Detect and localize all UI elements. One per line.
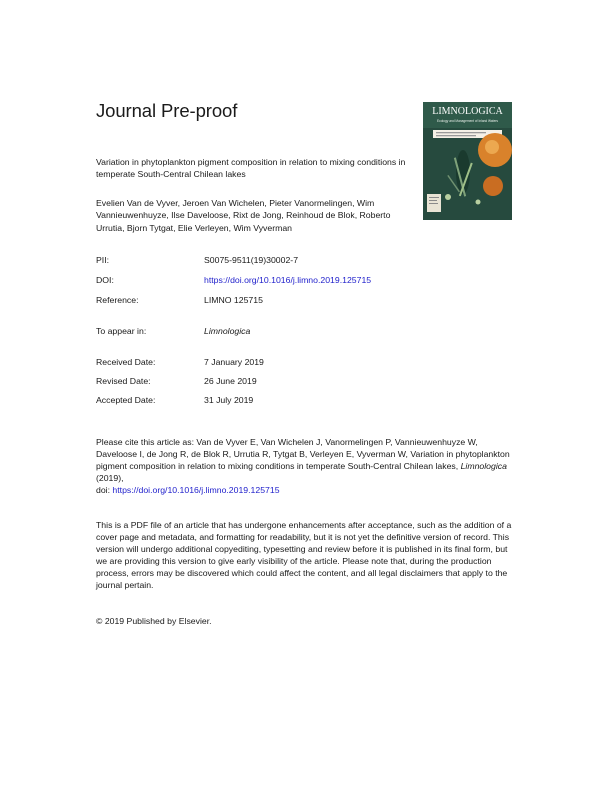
cover-subtitle: Ecology and Management of Inland Waters: [436, 119, 499, 123]
revised-value: 26 June 2019: [204, 376, 257, 386]
citation-text: Please cite this article as: Van de Vyver E, Van Wichelen J, Vanormelingen P, Vannieuwenhuyze W, Daveloose I, de Jong R, de Blok R, Urrutia R, Tytgat B, Verleyen E, Vyverman W, Variation in phytoplankton pigment composition in relation to mixing conditions in temperate South-Central Chilean lakes,: [96, 437, 510, 471]
article-authors: Evelien Van de Vyver, Jeroen Van Wichelen, Pieter Vanormelingen, Wim Vannieuwenhuyze, Ilse Daveloose, Rixt de Jong, Reinhoud de Blok, Roberto Urrutia, Bjorn Tytgat, Elie Verleyen, Wim Vyverman: [96, 198, 391, 233]
citation-paragraph: [96, 437, 516, 497]
copyright-notice: © 2019 Published by Elsevier.: [96, 616, 212, 626]
reference-label: Reference:: [96, 295, 139, 305]
citation-year: (2019),: [96, 472, 124, 483]
citation-doi-link[interactable]: https://doi.org/10.1016/j.limno.2019.125715: [112, 484, 280, 495]
reference-value: LIMNO 125715: [204, 295, 263, 305]
citation-doi-prefix: doi:: [96, 484, 113, 495]
doi-link[interactable]: https://doi.org/10.1016/j.limno.2019.125715: [204, 275, 372, 285]
pii-label: PII:: [96, 255, 110, 265]
revised-label: Revised Date:: [96, 376, 151, 386]
accepted-value: 31 July 2019: [204, 395, 254, 405]
appear-label: To appear in:: [96, 326, 147, 336]
received-value: 7 January 2019: [204, 357, 264, 367]
journal-cover-image: [423, 102, 512, 220]
citation-journal: Limnologica: [460, 460, 507, 471]
appear-value: Limnologica: [204, 326, 251, 336]
doi-label: DOI:: [96, 275, 114, 285]
pii-value: S0075-9511(19)30002-7: [204, 255, 299, 265]
page-title: Journal Pre-proof: [96, 100, 238, 121]
pre-proof-notice: This is a PDF file of an article that has undergone enhancements after acceptance, such as the addition of a cover page and metadata, and formatting for readability, but it is not yet the definitive version of record. This version will undergo additional copyediting, typesetting and review before it is published in its final form, but we are providing this version to give early visibility of the article. Please note that, during the production process, errors may be discovered which could affect the content, and all legal disclaimers that apply to the journal pertain.: [96, 520, 512, 590]
article-title: Variation in phytoplankton pigment composition in relation to mixing conditions in temperate South-Central Chilean lakes: [96, 157, 406, 179]
cover-journal-name: LIMNOLOGICA: [432, 106, 503, 117]
accepted-label: Accepted Date:: [96, 395, 156, 405]
received-label: Received Date:: [96, 357, 156, 367]
